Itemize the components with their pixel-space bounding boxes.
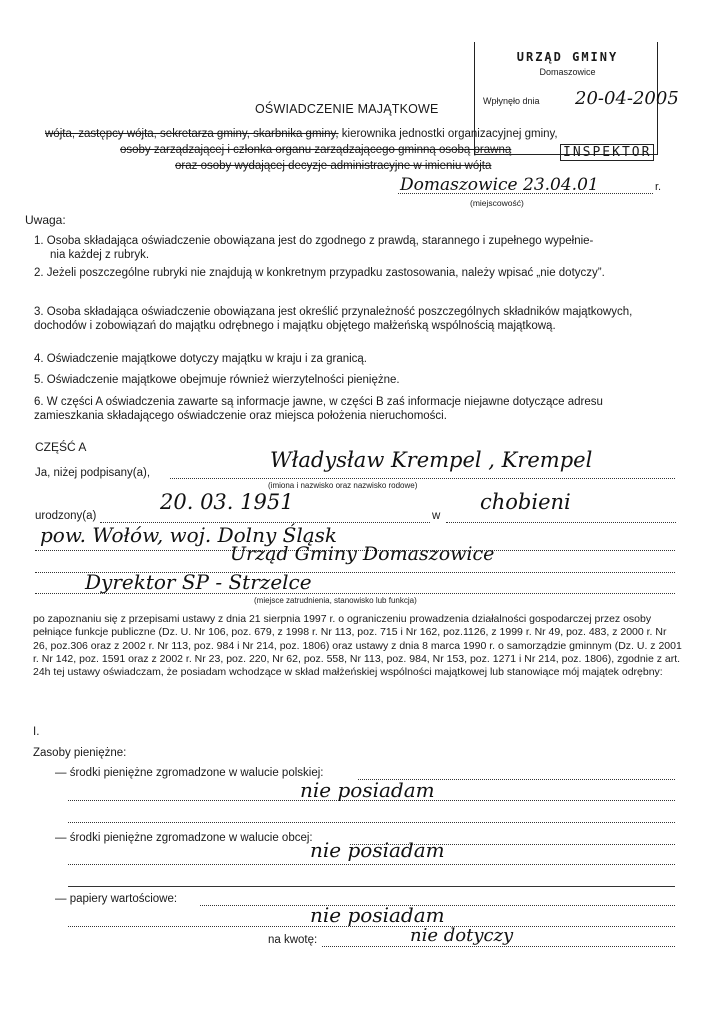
securities-label: — papiery wartościowe: [55,893,178,905]
note-2: 2. Jeżeli poszczególne rubryki nie znajdują w konkretnym przypadku zastosowania, należy wpisać „nie dotyczy”. [34,267,605,279]
name-dotline [170,478,675,479]
address-handwritten: pow. Wołów, woj. Dolny Śląsk [40,523,338,547]
document-title: OŚWIADCZENIE MAJĄTKOWE [255,102,439,116]
stamp-subtitle: Domaszowice [539,67,596,77]
securities-handwritten: nie posiadam [310,903,445,927]
header-line-1 [45,128,558,140]
job-dotline [35,593,675,594]
name-handwritten: Władysław Krempel , Krempel [270,448,593,472]
legal-paragraph: po zapoznaniu się z przepisami ustawy z dnia 21 sierpnia 1997 r. o ograniczeniu prowadzenia działalności gospodarczej przez osoby pełniące funkcje publiczne (Dz. U. Nr 106, poz. 679, z 1998 r. Nr 113, poz. 715 i Nr 162, poz.1126, z 1999 r. Nr 49, poz. 483, z 2000 r. Nr 26, poz.306 oraz z 2002 r. Nr 113, poz. 984 i Nr 214, poz. 1806) oraz ustawy z dnia 8 marca 1990 r. o samorządzie gminnym (Dz. U. z 2001 r. Nr 142, poz. 1591 oraz z 2002 r. Nr 23, poz. 220, Nr 62, poz. 558, Nr 113, poz. 984, Nr 153, poz. 1271 i Nr 214, poz. 1806), zgodnie z art. 24h tej ustawy oświadczam, że posiadam wchodzące w skład małżeńskiej wspólności majątkowej lub stanowiące mój majątek odrębny: [33,613,682,679]
note-3: 3. Osoba składająca oświadczenie obowiązana jest określić przynależność poszczególnych składników majątkowych, dochodów i zobowiązań do majątku odrębnego i majątku objętego małżeńską wspólnością majątkową. [34,306,633,332]
amount-dotline [322,946,675,947]
amount-handwritten: nie dotyczy [410,925,514,946]
pln-handwritten: nie posiadam [300,778,435,802]
pln-dotline-2 [68,800,675,801]
w-label: w [432,510,441,522]
amount-label: na kwotę: [268,934,318,946]
note-1: 1. Osoba składająca oświadczenie obowiązana jest do zgodnego z prawdą, starannego i zupełnego wypełnie- [34,235,594,247]
note-1-cont: nia każdej z rubryk. [50,249,150,261]
fx-dotline-3 [68,886,675,887]
stamp-inspektor: INSPEKTOR [560,144,654,161]
born-label: urodzony(a) [35,510,97,522]
securities-dotline-2 [68,926,675,927]
header-line-1-struck: wójta, zastępcy wójta, sekretarza gminy, skarbnika gminy, [45,128,339,140]
note-4: 4. Oświadczenie majątkowe dotyczy majątku w kraju i za granicą. [34,353,368,365]
header-line-1-kept: kierownika jednostki organizacyjnej gminy, [338,128,558,140]
place-suffix: r. [655,181,662,193]
job-handwritten: Dyrektor SP - Strzelce [85,570,312,594]
born-date-handwritten: 20. 03. 1951 [160,490,294,514]
stamp-title: URZĄD GMINY [516,50,619,64]
fx-label: — środki pieniężne zgromadzone w walucie obcej: [55,832,313,844]
born-place-handwritten: chobieni [480,490,571,514]
job-caption: (miejsce zatrudnienia, stanowisko lub funkcja) [254,596,417,605]
office-handwritten: Urząd Gminy Domaszowice [230,543,495,565]
name-caption: (imiona i nazwisko oraz nazwisko rodowe) [268,481,418,490]
section-i-roman: I. [33,726,40,738]
ja-label: Ja, niżej podpisany(a), [35,467,151,479]
fx-dotline-2 [68,864,675,865]
header-line-3: oraz osoby wydającej decyzje administracyjne w imieniu wójta [175,160,492,172]
part-a-heading: CZĘŚĆ A [35,440,87,454]
pln-label: — środki pieniężne zgromadzone w walucie polskiej: [55,767,324,779]
pln-dotline-3 [68,822,675,823]
place-caption: (miejscowość) [470,198,524,208]
note-6: 6. W części A oświadczenia zawarte są informacje jawne, w części B zaś informacje niejawne dotyczące adresu zamieszkania składającego oświadczenie oraz miejsca położenia nieruchomości. [34,396,603,422]
born-place-dotline [446,522,676,523]
fx-handwritten: nie posiadam [310,838,445,862]
stamp-date-value: 20-04-2005 [575,88,679,109]
place-dotline [398,193,653,194]
uwaga-label: Uwaga: [25,213,66,227]
note-5: 5. Oświadczenie majątkowe obejmuje również wierzytelności pieniężne. [34,374,400,386]
header-line-2: osoby zarządzającej i członka organu zarządzającego gminną osobą prawną [120,144,512,156]
zasoby-heading: Zasoby pieniężne: [33,747,127,759]
place-date: Domaszowice 23.04.01 [400,175,599,195]
stamp-date-label: Wpłynęło dnia [483,96,540,106]
